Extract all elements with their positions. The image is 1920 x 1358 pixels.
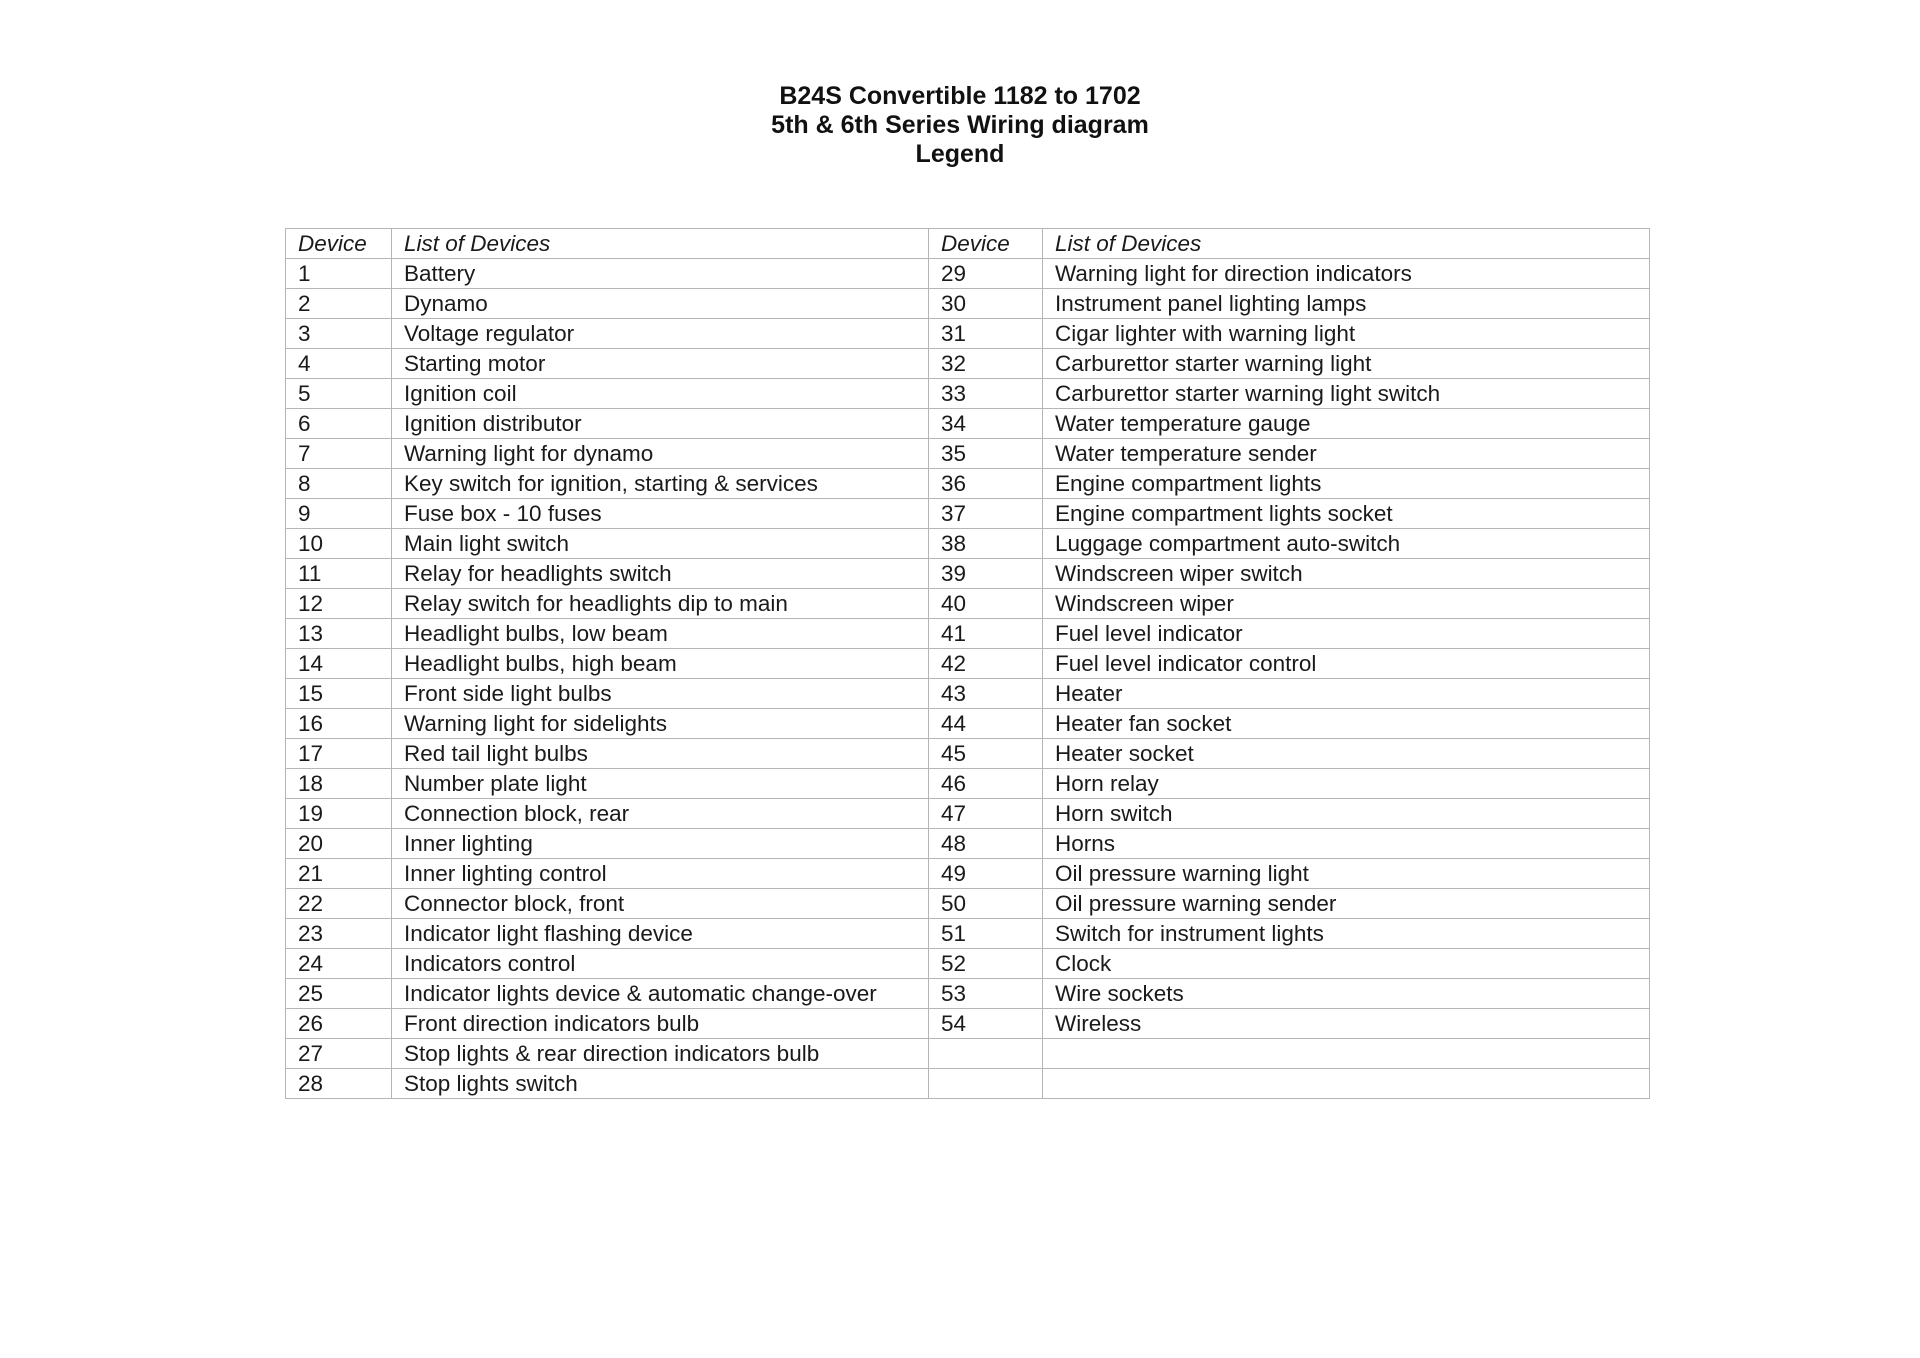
device-number-cell: 35 <box>929 439 1043 469</box>
table-row <box>286 889 1650 919</box>
title-line-1: B24S Convertible 1182 to 1702 <box>779 82 1141 110</box>
device-name-cell: Switch for instrument lights <box>1043 919 1650 949</box>
device-number-cell: 1 <box>286 259 392 289</box>
device-name-cell: Engine compartment lights socket <box>1043 499 1650 529</box>
device-number-cell: 21 <box>286 859 392 889</box>
table-row <box>286 619 1650 649</box>
device-name-cell: Wireless <box>1043 1009 1650 1039</box>
table-row <box>286 949 1650 979</box>
table-row <box>286 499 1650 529</box>
device-number-cell: 19 <box>286 799 392 829</box>
device-name-cell: Luggage compartment auto-switch <box>1043 529 1650 559</box>
device-number-cell: 10 <box>286 529 392 559</box>
table-row <box>286 859 1650 889</box>
table-row <box>286 559 1650 589</box>
device-name-cell: Windscreen wiper <box>1043 589 1650 619</box>
device-number-cell: 34 <box>929 409 1043 439</box>
device-number-cell: 28 <box>286 1069 392 1099</box>
device-number-cell: 46 <box>929 769 1043 799</box>
device-number-cell: 30 <box>929 289 1043 319</box>
device-name-cell: Number plate light <box>392 769 929 799</box>
device-number-cell: 26 <box>286 1009 392 1039</box>
header-device-left: Device <box>286 229 392 259</box>
device-number-cell: 32 <box>929 349 1043 379</box>
device-name-cell: Indicator light flashing device <box>392 919 929 949</box>
device-name-cell: Front direction indicators bulb <box>392 1009 929 1039</box>
device-legend-table <box>285 228 1650 1099</box>
document-title <box>0 82 1920 169</box>
device-number-cell: 53 <box>929 979 1043 1009</box>
device-name-cell: Carburettor starter warning light <box>1043 349 1650 379</box>
device-number-cell: 31 <box>929 319 1043 349</box>
device-number-cell: 33 <box>929 379 1043 409</box>
device-name-cell <box>1043 1069 1650 1099</box>
table-row <box>286 919 1650 949</box>
table-row <box>286 349 1650 379</box>
device-number-cell: 45 <box>929 739 1043 769</box>
device-name-cell: Ignition coil <box>392 379 929 409</box>
device-number-cell: 5 <box>286 379 392 409</box>
table-row <box>286 529 1650 559</box>
device-name-cell: Battery <box>392 259 929 289</box>
device-number-cell: 36 <box>929 469 1043 499</box>
table-row <box>286 709 1650 739</box>
device-number-cell: 27 <box>286 1039 392 1069</box>
device-name-cell: Instrument panel lighting lamps <box>1043 289 1650 319</box>
device-name-cell: Key switch for ignition, starting & services <box>392 469 929 499</box>
device-number-cell: 11 <box>286 559 392 589</box>
device-number-cell: 13 <box>286 619 392 649</box>
device-number-cell: 24 <box>286 949 392 979</box>
device-number-cell: 44 <box>929 709 1043 739</box>
table-row <box>286 979 1650 1009</box>
device-name-cell: Headlight bulbs, high beam <box>392 649 929 679</box>
device-number-cell: 22 <box>286 889 392 919</box>
device-name-cell: Front side light bulbs <box>392 679 929 709</box>
table-row <box>286 829 1650 859</box>
device-number-cell: 37 <box>929 499 1043 529</box>
device-number-cell: 25 <box>286 979 392 1009</box>
device-number-cell: 18 <box>286 769 392 799</box>
device-number-cell: 40 <box>929 589 1043 619</box>
device-name-cell: Ignition distributor <box>392 409 929 439</box>
device-name-cell: Windscreen wiper switch <box>1043 559 1650 589</box>
device-name-cell: Horn relay <box>1043 769 1650 799</box>
device-name-cell: Oil pressure warning light <box>1043 859 1650 889</box>
device-number-cell: 16 <box>286 709 392 739</box>
table-row <box>286 379 1650 409</box>
device-number-cell: 14 <box>286 649 392 679</box>
device-name-cell: Carburettor starter warning light switch <box>1043 379 1650 409</box>
device-number-cell: 9 <box>286 499 392 529</box>
device-name-cell: Cigar lighter with warning light <box>1043 319 1650 349</box>
device-name-cell <box>1043 1039 1650 1069</box>
title-line-2: 5th & 6th Series Wiring diagram <box>771 111 1149 139</box>
device-name-cell: Heater <box>1043 679 1650 709</box>
device-number-cell: 43 <box>929 679 1043 709</box>
device-name-cell: Wire sockets <box>1043 979 1650 1009</box>
device-number-cell <box>929 1069 1043 1099</box>
device-number-cell: 4 <box>286 349 392 379</box>
device-name-cell: Connection block, rear <box>392 799 929 829</box>
device-number-cell: 38 <box>929 529 1043 559</box>
table-row <box>286 319 1650 349</box>
table-row <box>286 679 1650 709</box>
device-number-cell: 2 <box>286 289 392 319</box>
device-name-cell: Fuse box - 10 fuses <box>392 499 929 529</box>
device-name-cell: Fuel level indicator <box>1043 619 1650 649</box>
table-row <box>286 649 1650 679</box>
device-name-cell: Indicators control <box>392 949 929 979</box>
device-name-cell: Oil pressure warning sender <box>1043 889 1650 919</box>
device-number-cell: 12 <box>286 589 392 619</box>
device-name-cell: Warning light for direction indicators <box>1043 259 1650 289</box>
table-row <box>286 289 1650 319</box>
device-number-cell: 49 <box>929 859 1043 889</box>
device-name-cell: Engine compartment lights <box>1043 469 1650 499</box>
table-row <box>286 439 1650 469</box>
device-name-cell: Stop lights switch <box>392 1069 929 1099</box>
device-number-cell: 7 <box>286 439 392 469</box>
header-list-left: List of Devices <box>392 229 929 259</box>
device-name-cell: Fuel level indicator control <box>1043 649 1650 679</box>
device-name-cell: Warning light for dynamo <box>392 439 929 469</box>
device-number-cell: 39 <box>929 559 1043 589</box>
device-name-cell: Main light switch <box>392 529 929 559</box>
device-name-cell: Inner lighting control <box>392 859 929 889</box>
table-row <box>286 799 1650 829</box>
device-number-cell: 15 <box>286 679 392 709</box>
device-number-cell: 52 <box>929 949 1043 979</box>
table-row <box>286 259 1650 289</box>
device-name-cell: Red tail light bulbs <box>392 739 929 769</box>
device-name-cell: Horn switch <box>1043 799 1650 829</box>
device-number-cell: 41 <box>929 619 1043 649</box>
device-number-cell: 20 <box>286 829 392 859</box>
device-name-cell: Water temperature gauge <box>1043 409 1650 439</box>
device-name-cell: Water temperature sender <box>1043 439 1650 469</box>
device-name-cell: Voltage regulator <box>392 319 929 349</box>
device-number-cell: 23 <box>286 919 392 949</box>
device-name-cell: Connector block, front <box>392 889 929 919</box>
table-row <box>286 769 1650 799</box>
device-name-cell: Indicator lights device & automatic change-over <box>392 979 929 1009</box>
title-line-3: Legend <box>915 140 1005 168</box>
device-name-cell: Inner lighting <box>392 829 929 859</box>
device-name-cell: Stop lights & rear direction indicators bulb <box>392 1039 929 1069</box>
table-row <box>286 1069 1650 1099</box>
table-row <box>286 1009 1650 1039</box>
device-number-cell: 8 <box>286 469 392 499</box>
device-number-cell: 50 <box>929 889 1043 919</box>
device-name-cell: Horns <box>1043 829 1650 859</box>
device-name-cell: Heater socket <box>1043 739 1650 769</box>
device-name-cell: Relay switch for headlights dip to main <box>392 589 929 619</box>
device-number-cell: 48 <box>929 829 1043 859</box>
header-list-right: List of Devices <box>1043 229 1650 259</box>
table-row <box>286 409 1650 439</box>
table-row <box>286 469 1650 499</box>
device-name-cell: Clock <box>1043 949 1650 979</box>
header-device-right: Device <box>929 229 1043 259</box>
device-name-cell: Dynamo <box>392 289 929 319</box>
device-name-cell: Warning light for sidelights <box>392 709 929 739</box>
device-number-cell: 17 <box>286 739 392 769</box>
device-name-cell: Headlight bulbs, low beam <box>392 619 929 649</box>
device-number-cell: 51 <box>929 919 1043 949</box>
device-number-cell: 47 <box>929 799 1043 829</box>
table-header-row <box>286 229 1650 259</box>
device-name-cell: Starting motor <box>392 349 929 379</box>
device-name-cell: Relay for headlights switch <box>392 559 929 589</box>
device-number-cell: 6 <box>286 409 392 439</box>
device-number-cell: 3 <box>286 319 392 349</box>
table-row <box>286 1039 1650 1069</box>
device-number-cell: 29 <box>929 259 1043 289</box>
table-row <box>286 589 1650 619</box>
device-name-cell: Heater fan socket <box>1043 709 1650 739</box>
table-row <box>286 739 1650 769</box>
device-number-cell <box>929 1039 1043 1069</box>
device-number-cell: 54 <box>929 1009 1043 1039</box>
table-body <box>286 259 1650 1099</box>
device-number-cell: 42 <box>929 649 1043 679</box>
